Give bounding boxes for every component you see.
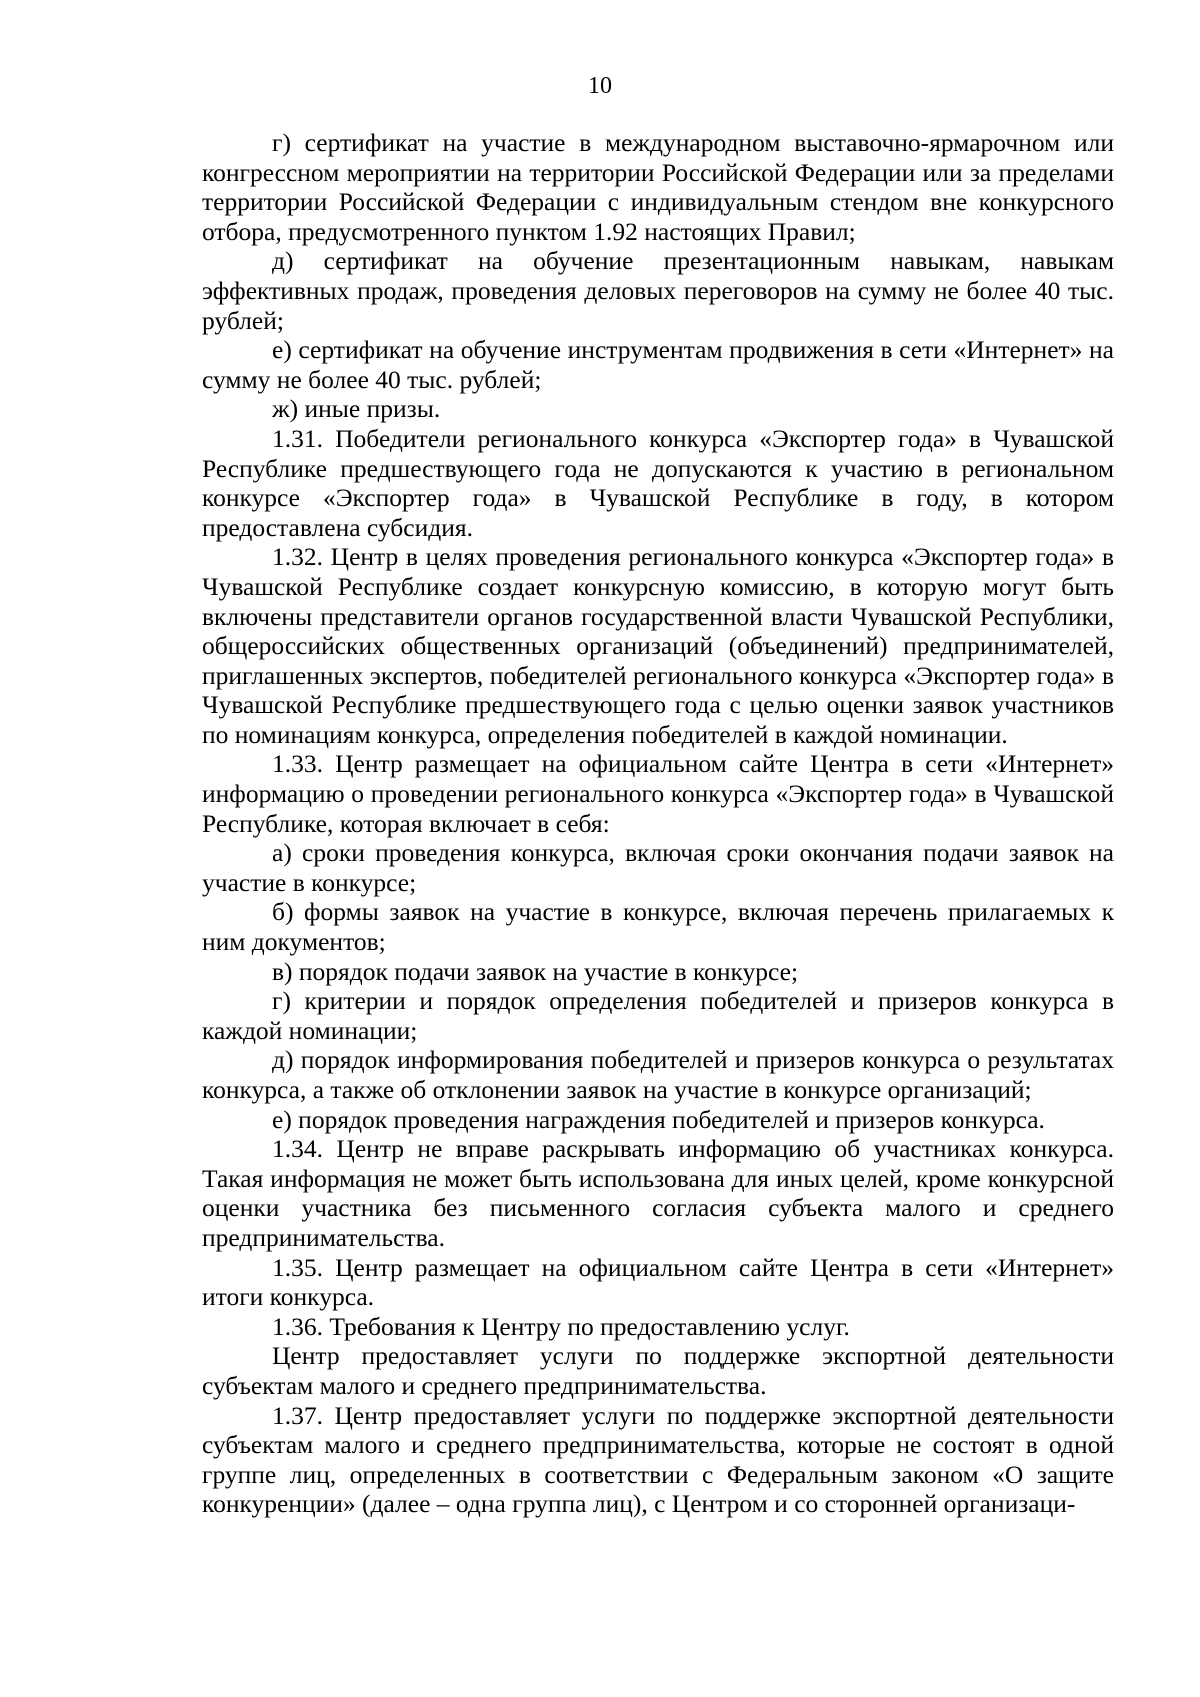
- list-item-d: д) порядок информирования победителей и призеров конкурса о результатах конкурса, а также об отклонении заявок на участие в конкурсе организаций;: [202, 1045, 1114, 1104]
- paragraph-1-32: 1.32. Центр в целях проведения регионального конкурса «Экспортер года» в Чувашской Республике создает конкурсную комиссию, в которую могут быть включены представители органов государственной власти Чувашской Республики, общероссийских общественных организаций (объединений) предпринимателей, приглашенных экспертов, победителей регионального конкурса «Экспортер года» в Чувашской Республике предшествующего года с целью оценки заявок участников по номинациям конкурса, определения победителей в каждой номинации.: [202, 542, 1114, 749]
- document-body: [202, 128, 1114, 1519]
- paragraph-1-31: 1.31. Победители регионального конкурса «Экспортер года» в Чувашской Республике предшествующего года не допускаются к участию в региональном конкурсе «Экспортер года» в Чувашской Республике в году, в котором предоставлена субсидия.: [202, 423, 1114, 542]
- paragraph-certificate-internet-promotion: е) сертификат на обучение инструментам продвижения в сети «Интернет» на сумму не более 40 тыс. рублей;: [202, 335, 1114, 394]
- paragraph-1-34: 1.34. Центр не вправе раскрывать информацию об участниках конкурса. Такая информация не может быть использована для иных целей, кроме конкурсной оценки участника без письменного согласия субъекта малого и среднего предпринимательства.: [202, 1134, 1114, 1252]
- list-item-v: в) порядок подачи заявок на участие в конкурсе;: [272, 956, 799, 986]
- paragraph-1-35: 1.35. Центр размещает на официальном сайте Центра в сети «Интернет» итоги конкурса.: [202, 1252, 1114, 1312]
- list-item-a: а) сроки проведения конкурса, включая сроки окончания подачи заявок на участие в конкурсе;: [202, 838, 1114, 897]
- paragraph-other-prizes: ж) иные призы.: [272, 394, 441, 424]
- paragraph-certificate-exhibition: г) сертификат на участие в международном выставочно-ярмарочном или конгрессном мероприятии на территории Российской Федерации или за пределами территории Российской Федерации с индивидуальным стендом вне конкурсного отбора, предусмотренного пунктом 1.92 настоящих Правил;: [202, 128, 1114, 246]
- list-item-g: г) критерии и порядок определения победителей и призеров конкурса в каждой номинации;: [202, 986, 1114, 1045]
- paragraph-certificate-presentation-training: д) сертификат на обучение презентационным навыкам, навыкам эффективных продаж, проведения деловых переговоров на сумму не более 40 тыс. рублей;: [202, 246, 1114, 335]
- paragraph-center-services: Центр предоставляет услуги по поддержке экспортной деятельности субъектам малого и среднего предпринимательства.: [202, 1341, 1114, 1400]
- page-number: 10: [588, 73, 612, 99]
- paragraph-1-37: 1.37. Центр предоставляет услуги по поддержке экспортной деятельности субъектам малого и среднего предпринимательства, которые не состоят в одной группе лиц, определенных в соответствии с Федеральным законом «О защите конкуренции» (далее – одна группа лиц), с Центром и со сторонней организаци-: [202, 1400, 1114, 1519]
- list-item-b: б) формы заявок на участие в конкурсе, включая перечень прилагаемых к ним документов;: [202, 897, 1114, 957]
- paragraph-1-36: 1.36. Требования к Центру по предоставлению услуг.: [272, 1311, 850, 1341]
- list-item-e: е) порядок проведения награждения победителей и призеров конкурса.: [272, 1104, 1045, 1134]
- paragraph-1-33: 1.33. Центр размещает на официальном сайте Центра в сети «Интернет» информацию о проведении регионального конкурса «Экспортер года» в Чувашской Республике, которая включает в себя:: [202, 749, 1114, 838]
